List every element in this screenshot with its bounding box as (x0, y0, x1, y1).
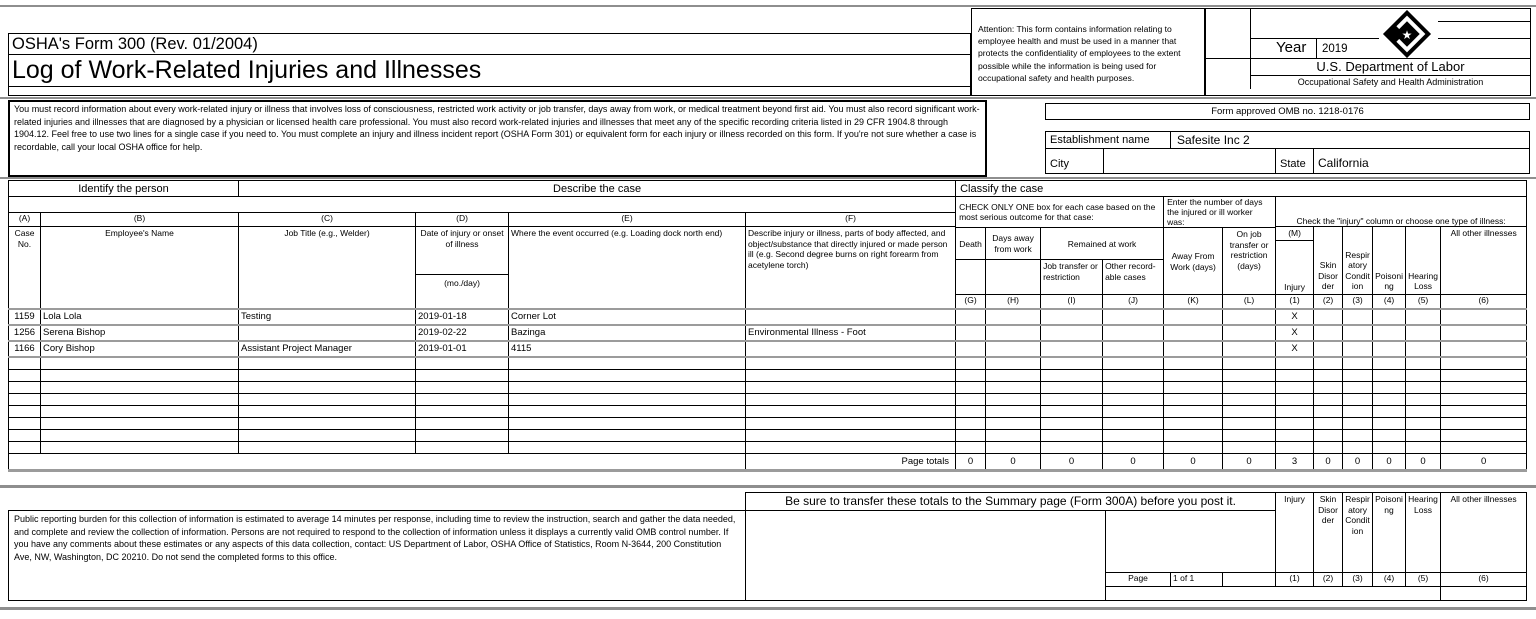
col-header-remained: Remained at work (1041, 228, 1164, 260)
empty-log-row (9, 406, 1527, 418)
event-location: Bazinga (509, 325, 746, 341)
col-header-death: Death (956, 228, 986, 260)
empty-log-row (9, 370, 1527, 382)
col-header-skin: Skin Disorder (1314, 227, 1343, 295)
group-describe: Describe the case (239, 181, 956, 197)
header-separator (0, 97, 1536, 99)
col-header-where: Where the event occurred (e.g. Loading dock north end) (509, 227, 746, 310)
event-location: Corner Lot (509, 309, 746, 325)
title-block (8, 33, 971, 96)
state-value[interactable]: California (1318, 156, 1369, 170)
total-skin: 0 (1314, 454, 1343, 471)
injury-date: 2019-01-18 (416, 309, 509, 325)
injury-log-table (8, 180, 1527, 472)
col-header-employee-name: Employee's Name (41, 227, 239, 310)
col-header-on-job-days: On job transfer or restriction (days) (1223, 228, 1276, 295)
page-value: 1 of 1 (1171, 573, 1223, 587)
job-title: Assistant Project Manager (239, 341, 416, 357)
log-table-body (9, 309, 1527, 454)
column-letters-right: (G) (H) (I) (J) (K) (L) (1) (2) (3) (4) (5) (6) (9, 295, 1527, 310)
city-state-row (1045, 148, 1530, 174)
transfer-note: Be sure to transfer these totals to the Summary page (Form 300A) before you post it. (746, 493, 1276, 511)
check-only-one-note: CHECK ONLY ONE box for each case based on the most serious outcome for that case: (956, 197, 1164, 228)
state-label: State (1276, 149, 1314, 173)
injury-date: 2019-01-01 (416, 341, 509, 357)
establishment-value[interactable]: Safesite Inc 2 (1177, 133, 1250, 147)
mini-col-4: (4) (1373, 573, 1406, 587)
page-title: Log of Work-Related Injuries and Illnesses (9, 55, 970, 87)
total-hearing: 0 (1406, 454, 1441, 471)
column-desc-row (9, 227, 1527, 228)
injury-check: X (1276, 325, 1314, 341)
page-label: Page (1106, 573, 1171, 587)
establishment-row (1045, 131, 1530, 149)
employee-name: Serena Bishop (41, 325, 239, 341)
col-header-other-recordable: Other record-able cases (1103, 260, 1164, 295)
instructions-separator (0, 177, 1536, 179)
total-job-transfer: 0 (1041, 454, 1103, 471)
recording-instructions: You must record information about every work-related injury or illness that involves loss of consciousness, restricted work activity or job transfer, days away from work, or medical treatment beyond first aid. You must also record significant work-related injuries and illnesses that are diagnosed by a physician or licensed health care professional. You must also record work-related injuries and illnesses that meet any of the specific recording criteria listed in 29 CFR 1904.8 through 1904.12. Feel free to use two lines for a single case if you need to. You must complete an injury and illness incident report (OSHA Form 301) or equivalent form for each injury or illness recorded on this form. If you're not sure whether a case is recordable, call your local OSHA office for help. (8, 100, 987, 177)
footer-summary-table (8, 492, 1527, 601)
svg-text:★: ★ (1401, 28, 1413, 42)
col-header-all-other: All other illnesses (1441, 227, 1527, 295)
column-letters-left: (A) (B) (C) (D) (E) (F) (9, 213, 1527, 227)
total-respiratory: 0 (1343, 454, 1373, 471)
mini-header-injury: Injury (1276, 493, 1314, 573)
subheader-row-1 (9, 197, 1527, 213)
col-header-job-transfer: Job transfer or restriction (1041, 260, 1103, 295)
total-injury: 3 (1276, 454, 1314, 471)
total-days-away: 0 (986, 454, 1041, 471)
table-separator (0, 485, 1536, 488)
m-label: (M) (1276, 227, 1313, 241)
log-row-3 (9, 341, 1527, 357)
col-header-respiratory: Respiratory Condition (1343, 227, 1373, 295)
bottom-separator (0, 607, 1536, 610)
empty-log-row (9, 442, 1527, 454)
empty-log-row (9, 382, 1527, 394)
empty-log-row (9, 357, 1527, 370)
employee-name: Lola Lola (41, 309, 239, 325)
log-row-1 (9, 309, 1527, 325)
form-title: OSHA's Form 300 (Rev. 01/2004) (9, 34, 970, 55)
total-death: 0 (956, 454, 986, 471)
total-poisoning: 0 (1373, 454, 1406, 471)
omb-approval: Form approved OMB no. 1218-0176 (1045, 103, 1530, 120)
col-header-date: Date of injury or onset of illness (mo./day) (416, 227, 509, 310)
empty-log-row (9, 430, 1527, 442)
mini-col-6: (6) (1441, 573, 1527, 587)
case-no: 1159 (9, 309, 41, 325)
employee-name: Cory Bishop (41, 341, 239, 357)
city-label: City (1046, 149, 1104, 173)
page-totals-label: Page totals (746, 454, 956, 471)
col-header-days-away: Days away from work (986, 228, 1041, 260)
col-header-describe: Describe injury or illness, parts of body affected, and object/substance that directly injured or made person ill (e.g. Second degree burns on right forearm from acetylene torch) (746, 227, 956, 310)
injury-check: X (1276, 309, 1314, 325)
injury-date: 2019-02-22 (416, 325, 509, 341)
job-title (239, 325, 416, 341)
col-header-case-no: Case No. (9, 227, 41, 310)
mini-header-all-other: All other illnesses (1441, 493, 1527, 573)
event-location: 4115 (509, 341, 746, 357)
total-other-recordable: 0 (1103, 454, 1164, 471)
col-header-hearing: Hearing Loss (1406, 227, 1441, 295)
total-all-other: 0 (1441, 454, 1527, 471)
log-row-2 (9, 325, 1527, 341)
mini-col-3: (3) (1343, 573, 1373, 587)
empty-log-row (9, 394, 1527, 406)
year-value: 2019 (1322, 43, 1348, 55)
dol-logo-icon (1379, 10, 1435, 58)
attention-note: Attention: This form contains information relating to employee health and must be used in a manner that protects the confidentiality of employees to the extent possible while the information is being used for occupational safety and health purposes. (971, 8, 1205, 96)
total-away-days: 0 (1164, 454, 1223, 471)
mini-header-respiratory: Respiratory Condition (1343, 493, 1373, 573)
col-header-poisoning: Poisoning (1373, 227, 1406, 295)
total-restriction-days: 0 (1223, 454, 1276, 471)
group-classify: Classify the case (956, 181, 1527, 197)
injury-check: X (1276, 341, 1314, 357)
injury-description (746, 309, 956, 325)
city-value[interactable] (1104, 149, 1276, 173)
mini-header-skin: Skin Disorder (1314, 493, 1343, 573)
enter-days-note: Enter the number of days the injured or ill worker was: (1164, 197, 1276, 228)
dol-block (1205, 8, 1531, 96)
transfer-note-row (9, 493, 1527, 511)
department-title: U.S. Department of Labor (1316, 59, 1465, 74)
year-label: Year (1276, 39, 1307, 56)
agency-title: Occupational Safety and Health Administration (1297, 77, 1484, 87)
col-header-job-title: Job Title (e.g., Welder) (239, 227, 416, 310)
group-identify: Identify the person (9, 181, 239, 197)
top-separator (0, 5, 1536, 7)
mini-header-hearing: Hearing Loss (1406, 493, 1441, 573)
col-header-away-days: Away From Work (days) (1164, 228, 1223, 295)
check-injury-note: Check the "injury" column or choose one type of illness: (1276, 197, 1527, 227)
page-totals-row (9, 454, 1527, 471)
job-title: Testing (239, 309, 416, 325)
injury-description (746, 341, 956, 357)
col-header-injury: (M) Injury (1276, 227, 1314, 295)
mini-col-2: (2) (1314, 573, 1343, 587)
case-no: 1256 (9, 325, 41, 341)
mini-col-1: (1) (1276, 573, 1314, 587)
mini-header-poisoning: Poisoning (1373, 493, 1406, 573)
group-header-row (9, 181, 1527, 197)
empty-log-row (9, 418, 1527, 430)
case-no: 1166 (9, 341, 41, 357)
burden-statement: Public reporting burden for this collection of information is estimated to average 14 minutes per response, including time to review the instruction, search and gather the data needed, and complete and review the collection of information. Persons are not required to respond to the collection of information unless it displays a currently valid OMB control number. If you have any comments about these estimates or any aspects of this data collection, contact: US Department of Labor, OSHA Office of Statistics, Room N-3644, 200 Constitution Ave, NW, Washington, DC 20210. Do not send the completed forms to this office. (9, 511, 746, 601)
mini-col-5: (5) (1406, 573, 1441, 587)
injury-description: Environmental Illness - Foot (746, 325, 956, 341)
establishment-label: Establishment name (1046, 132, 1171, 148)
